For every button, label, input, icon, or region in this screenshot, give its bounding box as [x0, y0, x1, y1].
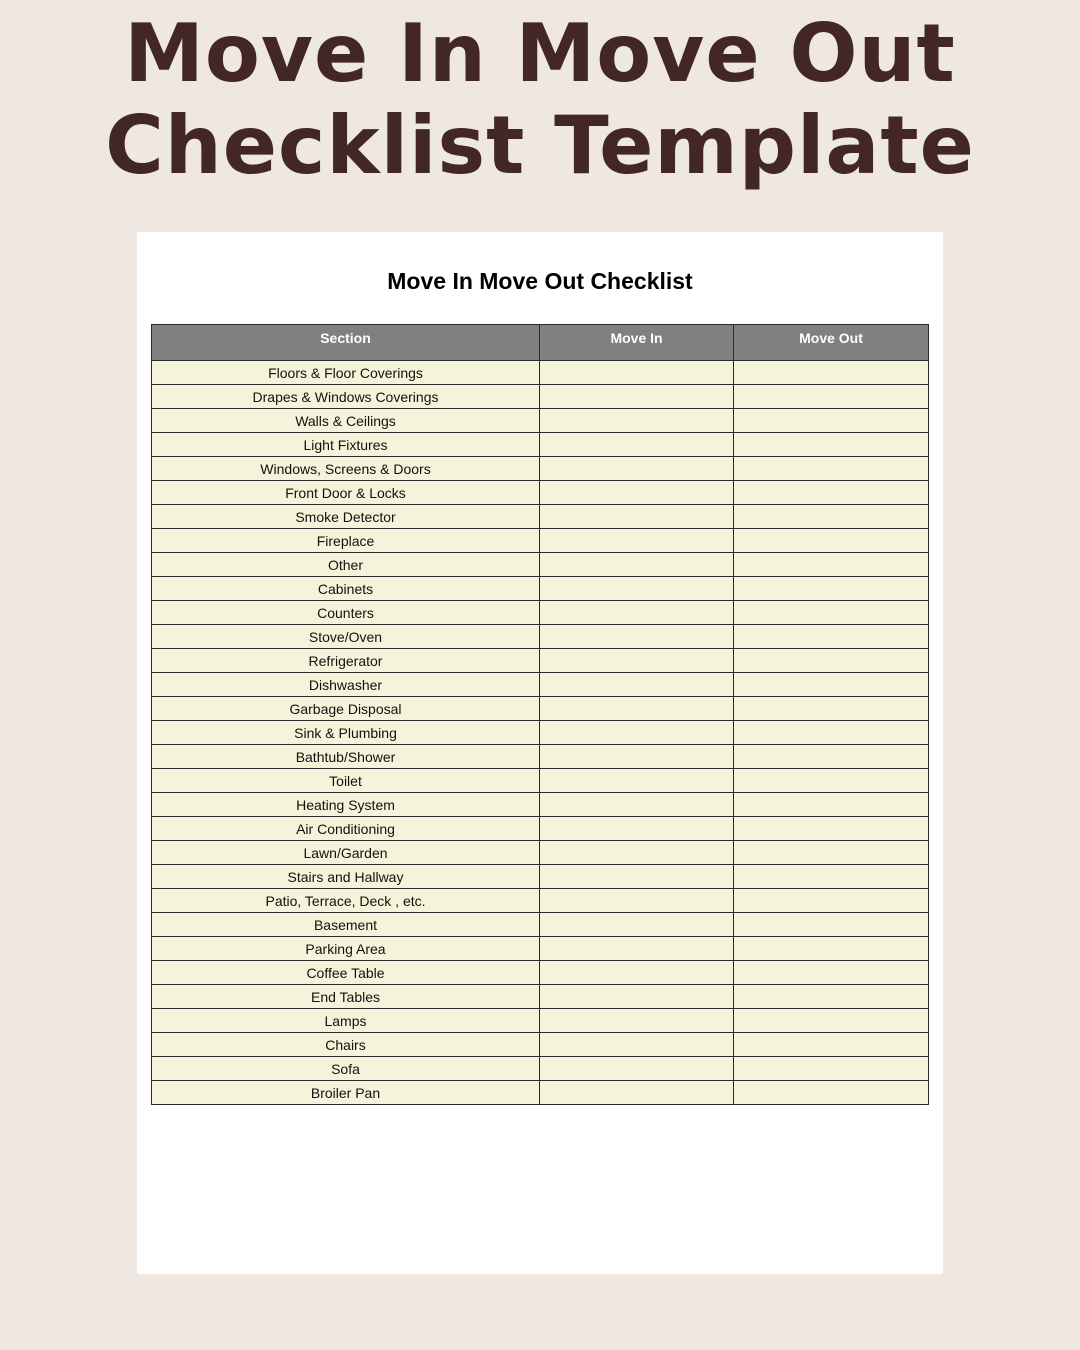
section-cell: Chairs	[152, 1033, 540, 1057]
table-row	[152, 841, 929, 865]
table-body	[152, 361, 929, 1105]
table-row	[152, 985, 929, 1009]
move-out-cell[interactable]	[734, 361, 929, 385]
move-out-cell[interactable]	[734, 961, 929, 985]
move-out-cell[interactable]	[734, 889, 929, 913]
move-out-cell[interactable]	[734, 1081, 929, 1105]
move-out-cell[interactable]	[734, 1033, 929, 1057]
checklist-sheet	[137, 232, 943, 1274]
table-row	[152, 433, 929, 457]
table-row	[152, 361, 929, 385]
table-row	[152, 625, 929, 649]
banner-title	[0, 8, 1080, 192]
section-cell: Bathtub/Shower	[152, 745, 540, 769]
move-out-cell[interactable]	[734, 433, 929, 457]
column-header-section: Section	[152, 325, 540, 361]
move-out-cell[interactable]	[734, 625, 929, 649]
column-header-move-in: Move In	[540, 325, 734, 361]
table-row	[152, 769, 929, 793]
section-cell: Other	[152, 553, 540, 577]
section-cell: Counters	[152, 601, 540, 625]
table-row	[152, 649, 929, 673]
move-in-cell[interactable]	[540, 409, 734, 433]
move-out-cell[interactable]	[734, 529, 929, 553]
move-out-cell[interactable]	[734, 385, 929, 409]
section-cell: Coffee Table	[152, 961, 540, 985]
checklist-table	[151, 324, 929, 1105]
move-out-cell[interactable]	[734, 505, 929, 529]
move-out-cell[interactable]	[734, 793, 929, 817]
section-cell: Air Conditioning	[152, 817, 540, 841]
section-cell: Stove/Oven	[152, 625, 540, 649]
move-in-cell[interactable]	[540, 361, 734, 385]
move-in-cell[interactable]	[540, 769, 734, 793]
section-cell: Cabinets	[152, 577, 540, 601]
section-cell: Stairs and Hallway	[152, 865, 540, 889]
table-row	[152, 817, 929, 841]
move-in-cell[interactable]	[540, 601, 734, 625]
table-row	[152, 529, 929, 553]
section-cell: Parking Area	[152, 937, 540, 961]
move-out-cell[interactable]	[734, 721, 929, 745]
move-in-cell[interactable]	[540, 985, 734, 1009]
table-row	[152, 745, 929, 769]
move-out-cell[interactable]	[734, 409, 929, 433]
move-out-cell[interactable]	[734, 865, 929, 889]
column-header-move-out: Move Out	[734, 325, 929, 361]
move-in-cell[interactable]	[540, 505, 734, 529]
move-out-cell[interactable]	[734, 1009, 929, 1033]
move-out-cell[interactable]	[734, 697, 929, 721]
section-cell: Dishwasher	[152, 673, 540, 697]
move-out-cell[interactable]	[734, 769, 929, 793]
move-in-cell[interactable]	[540, 457, 734, 481]
section-cell: Sink & Plumbing	[152, 721, 540, 745]
section-cell: Floors & Floor Coverings	[152, 361, 540, 385]
move-in-cell[interactable]	[540, 913, 734, 937]
move-in-cell[interactable]	[540, 1009, 734, 1033]
table-row	[152, 1057, 929, 1081]
move-out-cell[interactable]	[734, 553, 929, 577]
table-row	[152, 889, 929, 913]
section-cell: Lawn/Garden	[152, 841, 540, 865]
section-cell: Heating System	[152, 793, 540, 817]
move-in-cell[interactable]	[540, 433, 734, 457]
move-out-cell[interactable]	[734, 601, 929, 625]
move-in-cell[interactable]	[540, 1057, 734, 1081]
move-in-cell[interactable]	[540, 1033, 734, 1057]
move-in-cell[interactable]	[540, 937, 734, 961]
move-in-cell[interactable]	[540, 865, 734, 889]
section-cell: Walls & Ceilings	[152, 409, 540, 433]
section-cell: Lamps	[152, 1009, 540, 1033]
move-out-cell[interactable]	[734, 985, 929, 1009]
move-out-cell[interactable]	[734, 457, 929, 481]
move-in-cell[interactable]	[540, 553, 734, 577]
section-cell: Toilet	[152, 769, 540, 793]
move-out-cell[interactable]	[734, 649, 929, 673]
table-row	[152, 481, 929, 505]
move-out-cell[interactable]	[734, 841, 929, 865]
table-row	[152, 1033, 929, 1057]
table-row	[152, 385, 929, 409]
move-in-cell[interactable]	[540, 697, 734, 721]
table-row	[152, 457, 929, 481]
move-out-cell[interactable]	[734, 481, 929, 505]
section-cell: Garbage Disposal	[152, 697, 540, 721]
section-cell: Refrigerator	[152, 649, 540, 673]
move-in-cell[interactable]	[540, 721, 734, 745]
section-cell: Drapes & Windows Coverings	[152, 385, 540, 409]
table-row	[152, 1009, 929, 1033]
table-row	[152, 577, 929, 601]
table-row	[152, 913, 929, 937]
section-cell: End Tables	[152, 985, 540, 1009]
move-out-cell[interactable]	[734, 817, 929, 841]
table-row	[152, 409, 929, 433]
move-in-cell[interactable]	[540, 1081, 734, 1105]
move-in-cell[interactable]	[540, 673, 734, 697]
move-in-cell[interactable]	[540, 793, 734, 817]
table-row	[152, 793, 929, 817]
sheet-title: Move In Move Out Checklist	[387, 268, 693, 294]
section-cell: Fireplace	[152, 529, 540, 553]
section-cell: Windows, Screens & Doors	[152, 457, 540, 481]
table-row	[152, 697, 929, 721]
move-out-cell[interactable]	[734, 673, 929, 697]
move-in-cell[interactable]	[540, 841, 734, 865]
table-row	[152, 553, 929, 577]
section-cell: Sofa	[152, 1057, 540, 1081]
move-out-cell[interactable]	[734, 745, 929, 769]
table-row	[152, 961, 929, 985]
section-cell: Basement	[152, 913, 540, 937]
table-row	[152, 721, 929, 745]
move-in-cell[interactable]	[540, 745, 734, 769]
move-in-cell[interactable]	[540, 385, 734, 409]
move-in-cell[interactable]	[540, 481, 734, 505]
section-cell: Patio, Terrace, Deck , etc.	[152, 889, 540, 913]
section-cell: Front Door & Locks	[152, 481, 540, 505]
move-in-cell[interactable]	[540, 961, 734, 985]
table-row	[152, 865, 929, 889]
move-in-cell[interactable]	[540, 649, 734, 673]
move-in-cell[interactable]	[540, 625, 734, 649]
section-cell: Broiler Pan	[152, 1081, 540, 1105]
move-out-cell[interactable]	[734, 913, 929, 937]
move-in-cell[interactable]	[540, 577, 734, 601]
table-row	[152, 505, 929, 529]
move-out-cell[interactable]	[734, 937, 929, 961]
section-cell: Smoke Detector	[152, 505, 540, 529]
banner-title-line-2: Checklist Template	[105, 99, 975, 192]
move-in-cell[interactable]	[540, 817, 734, 841]
table-header-row	[152, 325, 929, 361]
table-row	[152, 673, 929, 697]
move-out-cell[interactable]	[734, 577, 929, 601]
move-in-cell[interactable]	[540, 529, 734, 553]
move-out-cell[interactable]	[734, 1057, 929, 1081]
section-cell: Light Fixtures	[152, 433, 540, 457]
table-row	[152, 601, 929, 625]
table-row	[152, 1081, 929, 1105]
move-in-cell[interactable]	[540, 889, 734, 913]
banner-title-line-1: Move In Move Out	[124, 7, 956, 100]
table-row	[152, 937, 929, 961]
